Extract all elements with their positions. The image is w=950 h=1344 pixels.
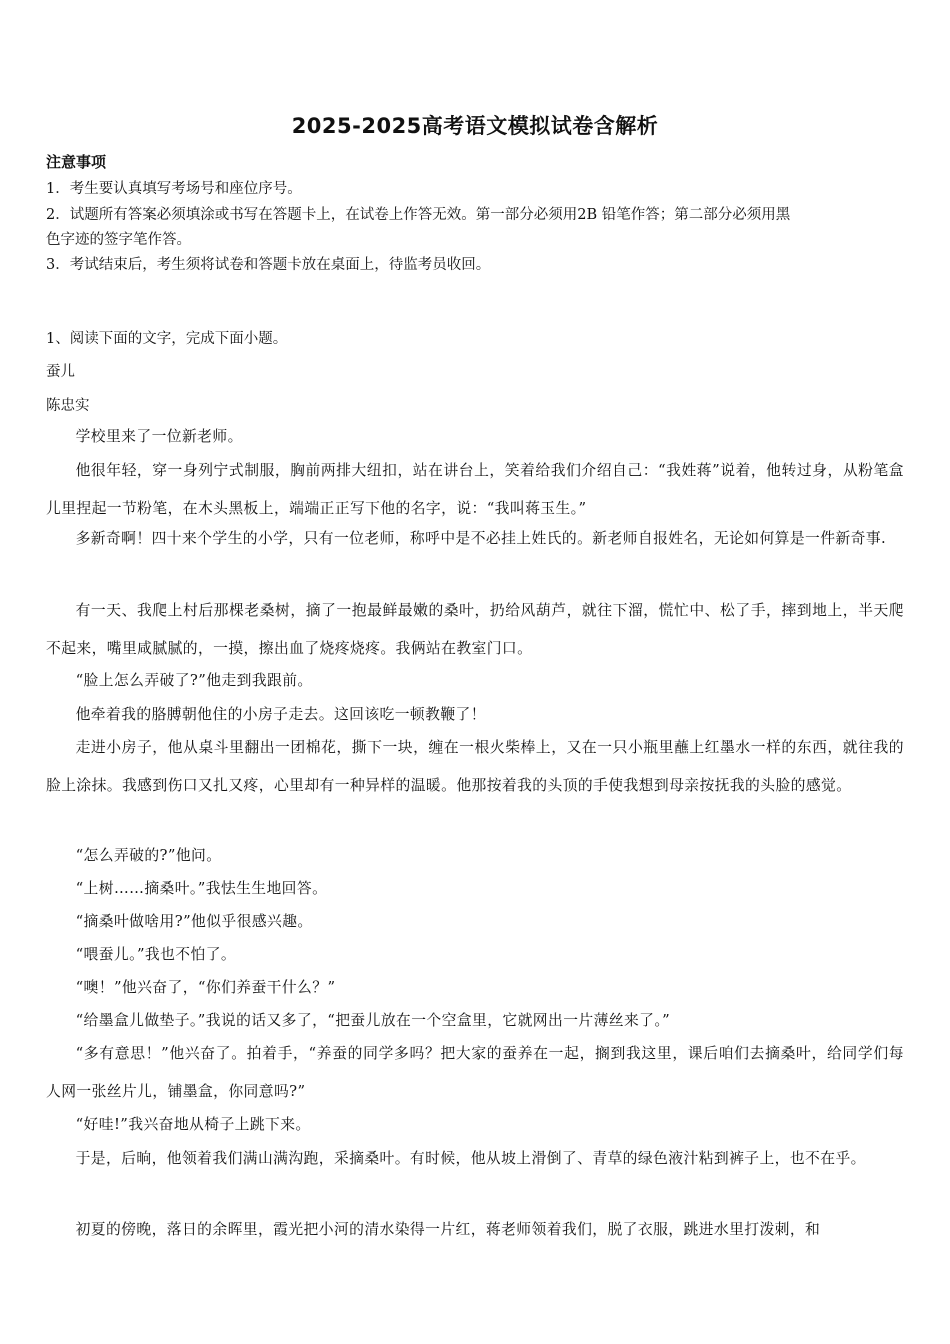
story-paragraph: “噢！”他兴奋了，“你们养蚕干什么？” bbox=[75, 979, 336, 996]
notice-item: 1．考生要认真填写考场号和座位序号。 bbox=[46, 181, 302, 197]
story-paragraph: “好哇!”我兴奋地从椅子上跳下来。 bbox=[75, 1116, 311, 1133]
notice-item: 3．考试结束后，考生须将试卷和答题卡放在桌面上，待监考员收回。 bbox=[46, 257, 491, 273]
question-prompt: 1、阅读下面的文字，完成下面小题。 bbox=[46, 331, 288, 347]
story-paragraph: 多新奇啊！四十来个学生的小学，只有一位老师，称呼中是不必挂上姓氏的。新老师自报姓名，无论如何算是一件新奇事. bbox=[75, 530, 887, 547]
story-paragraph: 他很年轻，穿一身列宁式制服，胸前两排大纽扣，站在讲台上，笑着给我们介绍自己：“我姓蒋”说着，他转过身，从粉笔盒儿里捏起一节粉笔，在木头黑板上，端端正正写下他的名字，说：“我叫蒋玉生。” bbox=[46, 462, 904, 517]
story-paragraph: “多有意思！”他兴奋了。拍着手，“养蚕的同学多吗？把大家的蚕养在一起，搁到我这里，课后咱们去摘桑叶，给同学们每人网一张丝片儿，铺墨盒，你同意吗?” bbox=[46, 1045, 904, 1100]
story-author: 陈忠实 bbox=[46, 398, 90, 414]
story-paragraph: “上树……摘桑叶。”我怯生生地回答。 bbox=[75, 880, 328, 897]
story-paragraph: 他牵着我的胳膊朝他住的小房子走去。这回该吃一顿教鞭了！ bbox=[75, 706, 486, 723]
story-paragraph: “喂蚕儿。”我也不怕了。 bbox=[75, 946, 237, 963]
story-paragraph: “摘桑叶做啥用?”他似乎很感兴趣。 bbox=[75, 913, 313, 930]
story-paragraph: “怎么弄破的?”他问。 bbox=[75, 847, 222, 864]
story-paragraph: 有一天、我爬上村后那棵老桑树，摘了一抱最鲜最嫩的桑叶，扔给风葫芦，就往下溜，慌忙中、松了手，摔到地上，半天爬不起来，嘴里咸腻腻的，一摸，擦出血了烧疼烧疼。我俩站在教室门口。 bbox=[46, 602, 904, 657]
story-paragraph: 初夏的傍晚，落日的余晖里，霞光把小河的清水染得一片红，蒋老师领着我们，脱了衣服，跳进水里打泼刺，和 bbox=[75, 1221, 821, 1238]
notice-heading: 注意事项 bbox=[46, 153, 107, 171]
notice-item: 2．试题所有答案必须填涂或书写在答题卡上，在试卷上作答无效。第一部分必须用2B 铅笔作答；第二部分必须用黑 bbox=[46, 207, 791, 223]
story-paragraph: 于是，后晌，他领着我们满山满沟跑，采摘桑叶。有时候，他从坡上滑倒了、青草的绿色液汁粘到裤子上，也不在乎。 bbox=[75, 1150, 866, 1167]
story-paragraph: “给墨盒儿做垫子。”我说的话又多了，“把蚕儿放在一个空盒里，它就网出一片薄丝来了。” bbox=[75, 1012, 671, 1029]
story-paragraph: “脸上怎么弄破了?”他走到我跟前。 bbox=[75, 672, 313, 689]
story-title: 蚕儿 bbox=[46, 364, 75, 380]
notice-item: 色字迹的签字笔作答。 bbox=[46, 232, 191, 248]
page-title: 2025-2025高考语文模拟试卷含解析 bbox=[291, 114, 659, 138]
story-paragraph: 学校里来了一位新老师。 bbox=[75, 428, 243, 445]
story-paragraph: 走进小房子，他从桌斗里翻出一团棉花，撕下一块，缠在一根火柴棒上，又在一只小瓶里蘸上红墨水一样的东西，就往我的脸上涂抹。我感到伤口又扎又疼，心里却有一种异样的温暖。他那按着我的头顶的手使我想到母亲按抚我的头脸的感觉。 bbox=[46, 739, 904, 794]
